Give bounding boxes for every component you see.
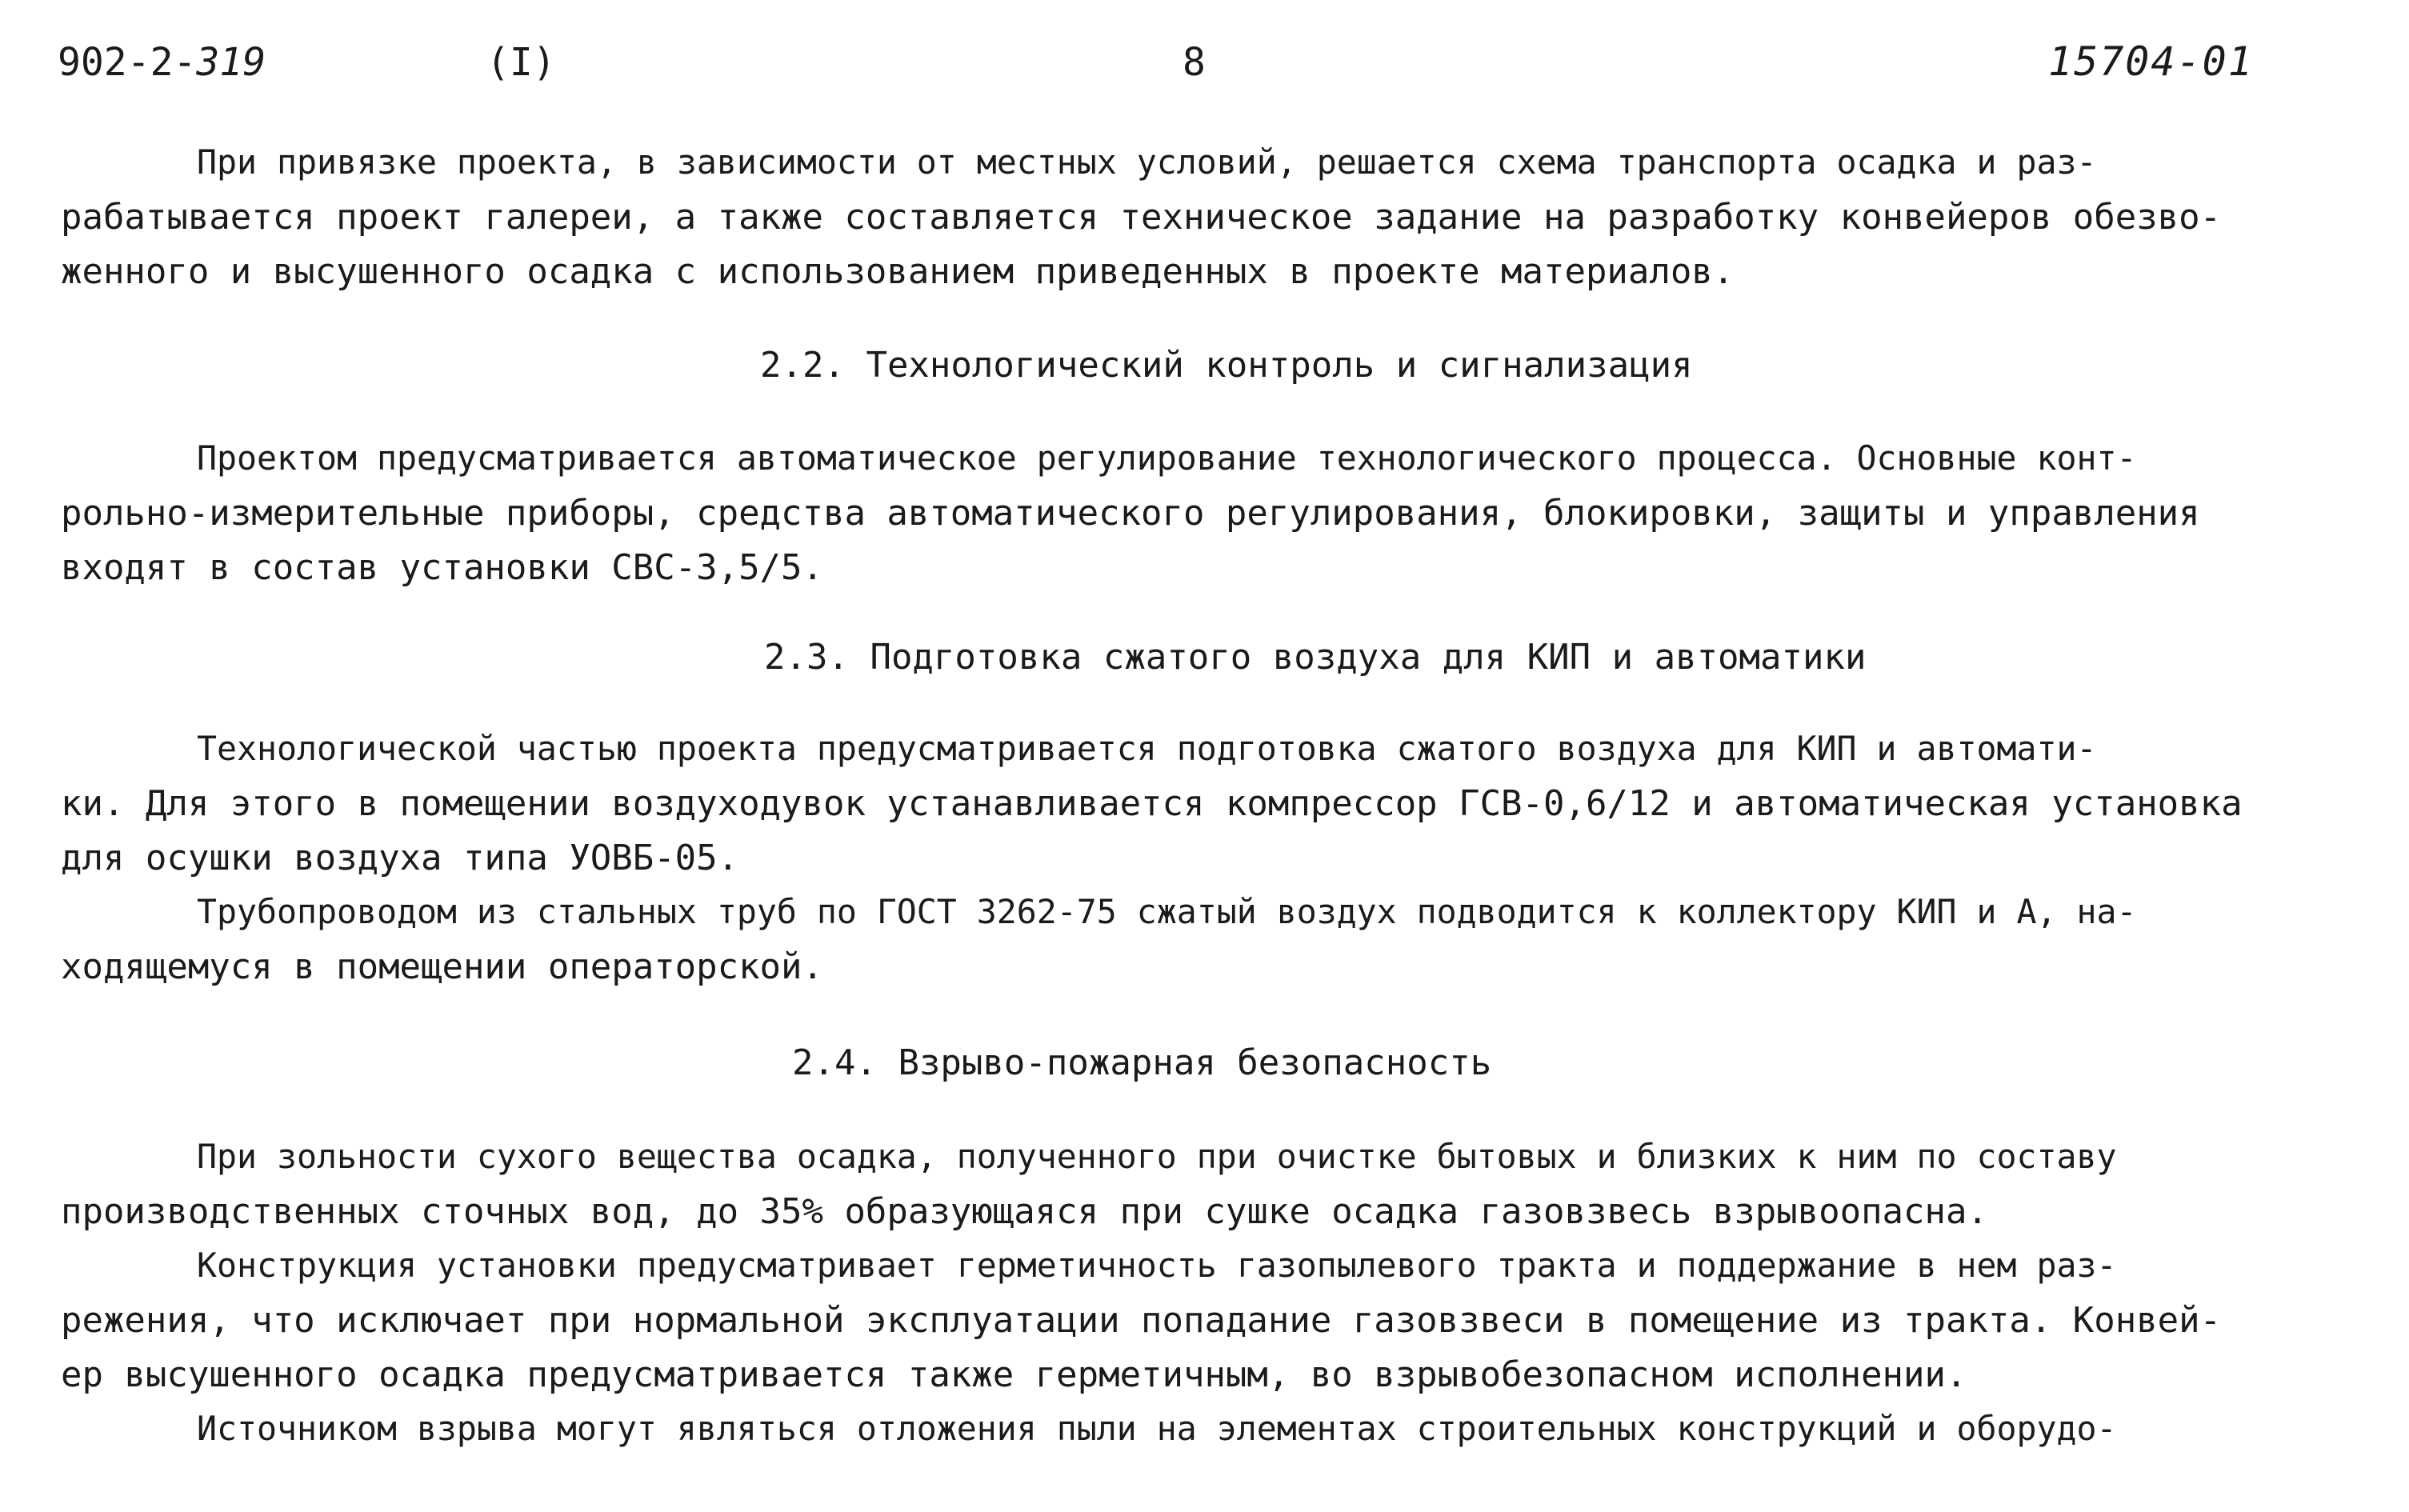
section-2-4-heading: 2.4. Взрыво-пожарная безопасность: [792, 1042, 1492, 1083]
section-2-3-line-3: для осушки воздуха типа УОВБ-05.: [61, 838, 739, 878]
section-2-4-line-6: Источником взрыва могут являться отложения пыли на элементах строительных конструкций и оборудо-: [197, 1409, 2117, 1448]
section-2-3-line-4: Трубопроводом из стальных труб по ГОСТ 3262-75 сжатый воздух подводится к коллектору КИП и А, на-: [197, 892, 2137, 931]
document-code-prefix: 902-2-: [58, 40, 197, 85]
section-2-2-line-2: рольно-измерительные приборы, средства автоматического регулирования, блокировки, защиты и управления: [61, 493, 2200, 534]
section-2-2-line-1: Проектом предусматривается автоматическое регулирование технологического процесса. Основные конт-: [197, 438, 2137, 478]
intro-line-1: При привязке проекта, в зависимости от местных условий, решается схема транспорта осадка и раз-: [197, 142, 2097, 182]
document-code-handwritten: 319: [196, 40, 266, 85]
document-code: [58, 40, 266, 85]
volume-label: (I): [486, 40, 556, 85]
section-2-4-line-4: режения, что исключает при нормальной эксплуатации попадание газовзвеси в помещение из тракта. Конвей-: [61, 1300, 2222, 1341]
intro-line-2: рабатывается проект галереи, а также составляется техническое задание на разработку конвейеров обезво-: [61, 197, 2222, 238]
intro-line-3: женного и высушенного осадка с использованием приведенных в проекте материалов.: [61, 251, 1735, 292]
section-2-3-line-2: ки. Для этого в помещении воздуходувок устанавливается компрессор ГСВ-0,6/12 и автоматическая установка: [61, 783, 2243, 824]
section-2-3-heading: 2.3. Подготовка сжатого воздуха для КИП и автоматики: [764, 637, 1867, 678]
section-2-3-line-1: Технологической частью проекта предусматривается подготовка сжатого воздуха для КИП и автомати-: [197, 729, 2097, 768]
section-2-3-line-5: ходящемуся в помещении операторской.: [61, 946, 823, 987]
section-2-4-line-5: ер высушенного осадка предусматривается также герметичным, во взрывобезопасном исполнении.: [61, 1354, 1967, 1395]
section-2-4-line-2: производственных сточных вод, до 35% образующаяся при сушке осадка газовзвесь взрывоопасна.: [61, 1191, 1988, 1232]
page-number: 8: [1182, 40, 1206, 85]
page-header: [0, 40, 2409, 96]
section-2-4-line-1: При зольности сухого вещества осадка, полученного при очистке бытовых и близких к ним по составу: [197, 1137, 2117, 1176]
section-2-2-line-3: входят в состав установки СВС-3,5/5.: [61, 547, 823, 588]
section-2-4-line-3: Конструкция установки предусматривает герметичность газопылевого тракта и поддержание в нем раз-: [197, 1246, 2117, 1285]
inventory-number-handwritten: 15704-01: [2048, 38, 2254, 85]
section-2-2-heading: 2.2. Технологический контроль и сигнализация: [760, 345, 1693, 386]
